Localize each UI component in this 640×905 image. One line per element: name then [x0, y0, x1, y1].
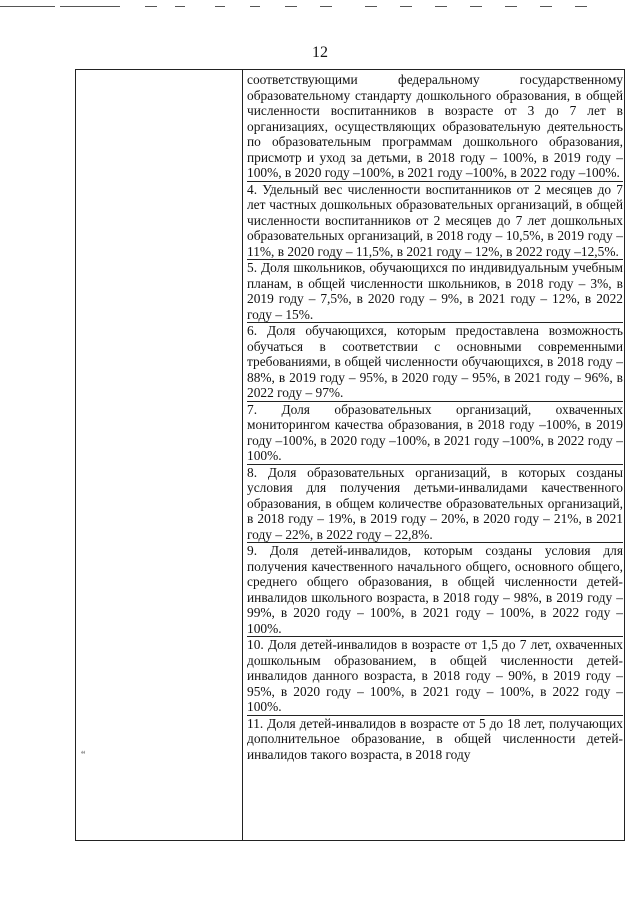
content-item: 8. Доля образовательных организаций, в которых созданы условия для получения детьми-инвалидами качественного образования, в общем количестве образовательных организаций, в 2018 году – 19%, в 2019 году – 20%, в 2020 году – 21%, в 2021 году – 22%, в 2022 году – 22,8%.	[247, 464, 623, 542]
content-item: 9. Доля детей-инвалидов, которым созданы условия для получения качественного начального общего, основного общего, среднего общего образования, в общей численности детей-инвалидов школьного возраста, в 2018 году – 98%, в 2019 году – 99%, в 2020 году – 100%, в 2021 году – 100%, в 2022 году – 100%.	[247, 543, 623, 636]
content-item: 4. Удельный вес численности воспитанников от 2 месяцев до 7 лет частных дошкольных образовательных организаций, в общей численности воспитанников от 2 месяцев до 7 лет дошкольных образовательных организаций, в 2018 году – 10,5%, в 2019 году – 11%, в 2020 году – 11,5%, в 2021 году – 12%, в 2022 году –12,5%.	[247, 181, 623, 259]
scan-artifact-line	[0, 0, 640, 14]
content-item: 5. Доля школьников, обучающихся по индивидуальным учебным планам, в общей численности школьников, в 2018 году – 3%, в 2019 году – 7,5%, в 2020 году – 9%, в 2021 году – 12%, в 2022 году – 15%.	[247, 260, 623, 322]
content-item: 6. Доля обучающихся, которым предоставлена возможность обучаться в соответствии с основными современными требованиями, в общей численности обучающихся, в 2018 году – 88%, в 2019 году – 95%, в 2020 году – 95%, в 2021 году – 96%, в 2022 году – 97%.	[247, 323, 623, 400]
table-left-column	[76, 70, 243, 840]
table-right-column	[244, 70, 625, 840]
content-item: 10. Доля детей-инвалидов в возрасте от 1,5 до 7 лет, охваченных дошкольным образованием, в общей численности детей-инвалидов данного возраста, в 2018 году – 90%, в 2019 году – 95%, в 2020 году – 100%, в 2021 году – 100%, в 2022 году – 100%.	[247, 637, 623, 714]
margin-mark: “	[81, 750, 86, 761]
page-number: 12	[312, 44, 328, 61]
content-item: 7. Доля образовательных организаций, охваченных мониторингом качества образования, в 2018 году –100%, в 2019 году –100%, в 2020 году –100%, в 2021 году –100%, в 2022 году –100%.	[247, 401, 623, 463]
document-table	[75, 69, 625, 841]
content-item: 11. Доля детей-инвалидов в возрасте от 5 до 18 лет, получающих дополнительное образование, в общей численности детей-инвалидов такого возраста, в 2018 году	[247, 715, 623, 762]
content-item: соответствующими федеральному государственному образовательному стандарту дошкольного образования, в общей численности воспитанников в возрасте от 3 до 7 лет в организациях, осуществляющих образовательную деятельность по образовательным программам дошкольного образования, присмотр и уход за детьми, в 2018 году – 100%, в 2019 году –100%, в 2020 году –100%, в 2021 году –100%, в 2022 году –100%.	[247, 72, 623, 180]
